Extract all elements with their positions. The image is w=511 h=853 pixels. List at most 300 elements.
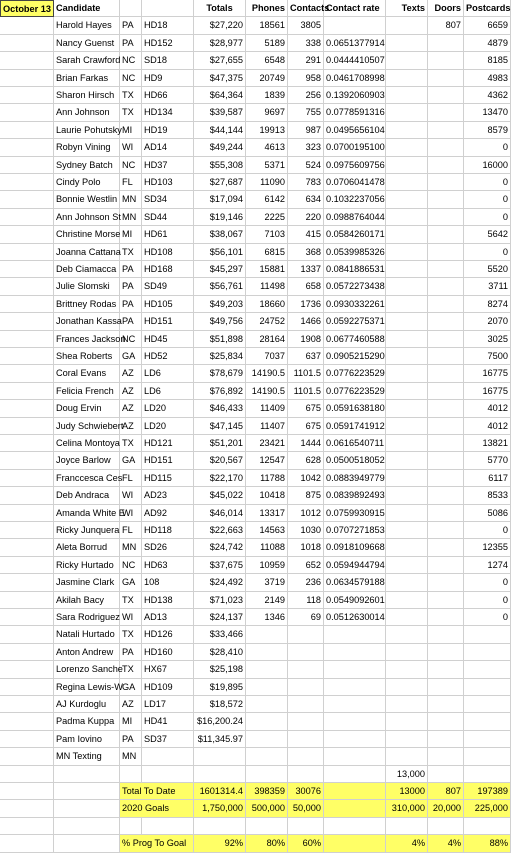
phones-cell[interactable]: 14190.5 [246, 365, 288, 382]
totals-cell[interactable]: $47,375 [194, 70, 246, 87]
row-gutter-cell[interactable] [0, 70, 54, 87]
phones-cell[interactable] [246, 679, 288, 696]
phones-cell[interactable]: 7103 [246, 226, 288, 243]
postcards-cell[interactable]: 0 [464, 209, 511, 226]
doors-cell[interactable] [428, 35, 464, 52]
postcards-cell[interactable]: 0 [464, 174, 511, 191]
candidate-cell[interactable]: Nancy Guenst [54, 35, 120, 52]
postcards-cell[interactable]: 12355 [464, 539, 511, 556]
contact-rate-cell[interactable] [324, 626, 386, 643]
doors-cell[interactable] [428, 209, 464, 226]
postcards-cell[interactable]: 4012 [464, 418, 511, 435]
candidate-cell[interactable]: Julie Slomski [54, 278, 120, 295]
contact-rate-cell[interactable]: 0.0495656104 [324, 122, 386, 139]
state-cell[interactable]: NC [120, 157, 142, 174]
phones-cell[interactable]: 12547 [246, 452, 288, 469]
doors-cell[interactable] [428, 731, 464, 748]
state-cell[interactable]: FL [120, 174, 142, 191]
texts-cell[interactable] [386, 731, 428, 748]
district-cell[interactable]: LD17 [142, 696, 194, 713]
doors-cell[interactable] [428, 244, 464, 261]
contacts-cell[interactable]: 1012 [288, 505, 324, 522]
doors-cell[interactable] [428, 626, 464, 643]
state-cell[interactable]: TX [120, 626, 142, 643]
row-gutter-cell[interactable] [0, 17, 54, 34]
district-cell[interactable]: SD18 [142, 52, 194, 69]
goals-row-label[interactable]: 2020 Goals [120, 800, 194, 817]
doors-cell[interactable] [428, 644, 464, 661]
totals-cell[interactable]: $27,655 [194, 52, 246, 69]
postcards-cell[interactable]: 3711 [464, 278, 511, 295]
state-cell[interactable]: FL [120, 470, 142, 487]
contacts-cell[interactable]: 1444 [288, 435, 324, 452]
postcards-cell[interactable]: 0 [464, 592, 511, 609]
row-gutter-cell[interactable] [0, 418, 54, 435]
district-cell[interactable]: 108 [142, 574, 194, 591]
texts-cell[interactable] [386, 70, 428, 87]
candidate-cell[interactable]: Laurie Pohutsky [54, 122, 120, 139]
doors-cell[interactable] [428, 609, 464, 626]
district-cell[interactable] [142, 748, 194, 765]
state-cell[interactable]: TX [120, 592, 142, 609]
contacts-cell[interactable] [288, 731, 324, 748]
doors-cell[interactable] [428, 261, 464, 278]
contact-rate-cell[interactable]: 0.0930332261 [324, 296, 386, 313]
contact-rate-cell[interactable]: 0.0594944794 [324, 557, 386, 574]
totals-cell[interactable]: $56,101 [194, 244, 246, 261]
progress-row-value[interactable]: 88% [464, 835, 511, 852]
total-to-date-row-value[interactable]: 30076 [288, 783, 324, 800]
candidate-cell[interactable]: Deb Andraca [54, 487, 120, 504]
contact-rate-cell[interactable]: 0.0512630014 [324, 609, 386, 626]
row-gutter-cell[interactable] [0, 191, 54, 208]
doors-cell[interactable] [428, 505, 464, 522]
column-header-6[interactable]: Contact rate [324, 0, 386, 17]
row-gutter-cell[interactable] [0, 574, 54, 591]
doors-cell[interactable] [428, 104, 464, 121]
postcards-cell[interactable] [464, 679, 511, 696]
contact-rate-cell[interactable]: 0.0988764044 [324, 209, 386, 226]
texts-cell[interactable] [386, 609, 428, 626]
contact-rate-cell[interactable] [324, 731, 386, 748]
contacts-cell[interactable] [288, 713, 324, 730]
postcards-cell[interactable]: 4879 [464, 35, 511, 52]
postcards-cell[interactable]: 0 [464, 139, 511, 156]
district-cell[interactable]: LD20 [142, 400, 194, 417]
contacts-cell[interactable]: 628 [288, 452, 324, 469]
texts-cell[interactable] [386, 348, 428, 365]
contacts-cell[interactable]: 652 [288, 557, 324, 574]
phones-cell[interactable] [246, 748, 288, 765]
doors-cell[interactable] [428, 296, 464, 313]
state-cell[interactable]: AZ [120, 400, 142, 417]
phones-cell[interactable] [246, 731, 288, 748]
goals-row-value[interactable]: 1,750,000 [194, 800, 246, 817]
phones-cell[interactable]: 2149 [246, 592, 288, 609]
totals-cell[interactable]: $24,492 [194, 574, 246, 591]
district-cell[interactable]: HD41 [142, 713, 194, 730]
doors-cell[interactable] [428, 679, 464, 696]
district-cell[interactable]: AD13 [142, 609, 194, 626]
contacts-cell[interactable]: 1101.5 [288, 365, 324, 382]
district-cell[interactable]: SD26 [142, 539, 194, 556]
totals-cell[interactable]: $56,761 [194, 278, 246, 295]
postcards-cell[interactable] [464, 626, 511, 643]
state-cell[interactable]: TX [120, 104, 142, 121]
progress-row-value[interactable]: 60% [288, 835, 324, 852]
summary-spacer[interactable] [54, 800, 120, 817]
totals-cell[interactable]: $38,067 [194, 226, 246, 243]
row-gutter-cell[interactable] [0, 644, 54, 661]
contact-rate-cell[interactable]: 0.1392060903 [324, 87, 386, 104]
contacts-cell[interactable] [288, 679, 324, 696]
total-to-date-row-value[interactable]: 398359 [246, 783, 288, 800]
total-to-date-row-value[interactable]: 807 [428, 783, 464, 800]
totals-cell[interactable] [194, 766, 246, 783]
goals-row-value[interactable]: 500,000 [246, 800, 288, 817]
candidate-cell[interactable]: Robyn Vining [54, 139, 120, 156]
candidate-cell[interactable]: Harold Hayes [54, 17, 120, 34]
texts-cell[interactable] [386, 661, 428, 678]
phones-cell[interactable]: 3719 [246, 574, 288, 591]
texts-cell[interactable] [386, 522, 428, 539]
postcards-cell[interactable]: 16775 [464, 365, 511, 382]
postcards-cell[interactable]: 8579 [464, 122, 511, 139]
texts-cell[interactable] [386, 209, 428, 226]
contacts-cell[interactable]: 675 [288, 418, 324, 435]
totals-cell[interactable]: $27,220 [194, 17, 246, 34]
texts-cell[interactable] [386, 365, 428, 382]
postcards-cell[interactable]: 0 [464, 244, 511, 261]
column-header-9[interactable]: Postcards [464, 0, 511, 17]
column-header-5[interactable]: Contacts [288, 0, 324, 17]
contact-rate-cell[interactable]: 0.0500518052 [324, 452, 386, 469]
totals-cell[interactable]: $19,146 [194, 209, 246, 226]
candidate-cell[interactable]: Anton Andrew [54, 644, 120, 661]
district-cell[interactable]: HD152 [142, 35, 194, 52]
state-cell[interactable]: NC [120, 557, 142, 574]
totals-cell[interactable]: $71,023 [194, 592, 246, 609]
postcards-cell[interactable]: 4362 [464, 87, 511, 104]
texts-cell[interactable] [386, 17, 428, 34]
doors-cell[interactable] [428, 452, 464, 469]
contact-rate-cell[interactable]: 0.0776223529 [324, 365, 386, 382]
candidate-cell[interactable]: Joyce Barlow [54, 452, 120, 469]
texts-cell[interactable] [386, 261, 428, 278]
phones-cell[interactable]: 10418 [246, 487, 288, 504]
row-gutter-cell[interactable] [0, 835, 54, 852]
state-cell[interactable]: NC [120, 52, 142, 69]
totals-cell[interactable]: $78,679 [194, 365, 246, 382]
state-cell[interactable]: WI [120, 505, 142, 522]
contact-rate-cell[interactable] [324, 17, 386, 34]
state-cell[interactable] [120, 766, 142, 783]
contacts-cell[interactable]: 634 [288, 191, 324, 208]
candidate-cell[interactable]: Natali Hurtado [54, 626, 120, 643]
postcards-cell[interactable]: 7500 [464, 348, 511, 365]
doors-cell[interactable] [428, 331, 464, 348]
row-gutter-cell[interactable] [0, 731, 54, 748]
texts-cell[interactable] [386, 383, 428, 400]
texts-cell[interactable] [386, 592, 428, 609]
doors-cell[interactable] [428, 278, 464, 295]
candidate-cell[interactable]: AJ Kurdoglu [54, 696, 120, 713]
doors-cell[interactable] [428, 122, 464, 139]
candidate-cell[interactable]: Celina Montoya [54, 435, 120, 452]
district-cell[interactable]: SD49 [142, 278, 194, 295]
row-gutter-cell[interactable] [0, 348, 54, 365]
candidate-cell[interactable]: Felicia French [54, 383, 120, 400]
phones-cell[interactable]: 11788 [246, 470, 288, 487]
contact-rate-cell[interactable]: 0.0905215290 [324, 348, 386, 365]
progress-row-value[interactable]: 4% [386, 835, 428, 852]
candidate-cell[interactable]: Ricky Hurtado [54, 557, 120, 574]
state-cell[interactable]: MN [120, 539, 142, 556]
texts-cell[interactable] [386, 748, 428, 765]
postcards-cell[interactable]: 0 [464, 574, 511, 591]
postcards-cell[interactable] [464, 731, 511, 748]
column-header-1[interactable] [120, 0, 142, 17]
state-cell[interactable]: TX [120, 244, 142, 261]
state-cell[interactable]: TX [120, 87, 142, 104]
postcards-cell[interactable]: 13821 [464, 435, 511, 452]
phones-cell[interactable]: 11498 [246, 278, 288, 295]
contacts-cell[interactable]: 987 [288, 122, 324, 139]
column-header-3[interactable]: Totals [194, 0, 246, 17]
contact-rate-cell[interactable]: 0.0444410507 [324, 52, 386, 69]
doors-cell[interactable] [428, 766, 464, 783]
postcards-cell[interactable]: 6659 [464, 17, 511, 34]
column-header-8[interactable]: Doors [428, 0, 464, 17]
totals-cell[interactable]: $28,977 [194, 35, 246, 52]
district-cell[interactable]: HD63 [142, 557, 194, 574]
totals-cell[interactable]: $20,567 [194, 452, 246, 469]
totals-cell[interactable]: $27,687 [194, 174, 246, 191]
postcards-cell[interactable]: 0 [464, 609, 511, 626]
candidate-cell[interactable]: Sara Rodriguez [54, 609, 120, 626]
contacts-cell[interactable]: 1736 [288, 296, 324, 313]
contact-rate-cell[interactable]: 0.1032237056 [324, 191, 386, 208]
district-cell[interactable]: HD105 [142, 296, 194, 313]
district-cell[interactable]: LD6 [142, 365, 194, 382]
texts-cell[interactable] [386, 696, 428, 713]
phones-cell[interactable] [246, 661, 288, 678]
contacts-cell[interactable]: 236 [288, 574, 324, 591]
candidate-cell[interactable] [54, 766, 120, 783]
contacts-cell[interactable]: 675 [288, 400, 324, 417]
district-cell[interactable]: SD44 [142, 209, 194, 226]
contact-rate-cell[interactable] [324, 644, 386, 661]
contact-rate-cell[interactable]: 0.0591638180 [324, 400, 386, 417]
row-gutter-cell[interactable] [0, 800, 54, 817]
contacts-cell[interactable]: 3805 [288, 17, 324, 34]
texts-cell[interactable] [386, 400, 428, 417]
row-gutter-cell[interactable] [0, 104, 54, 121]
candidate-cell[interactable]: Deb Ciamacca [54, 261, 120, 278]
phones-cell[interactable] [246, 696, 288, 713]
texts-cell[interactable] [386, 52, 428, 69]
contacts-cell[interactable] [288, 626, 324, 643]
phones-cell[interactable]: 5189 [246, 35, 288, 52]
contacts-cell[interactable]: 1042 [288, 470, 324, 487]
texts-cell[interactable] [386, 191, 428, 208]
texts-cell[interactable] [386, 435, 428, 452]
candidate-cell[interactable]: Judy Schwiebert [54, 418, 120, 435]
phones-cell[interactable]: 6548 [246, 52, 288, 69]
row-gutter-cell[interactable] [0, 661, 54, 678]
contact-rate-cell[interactable]: 0.0584260171 [324, 226, 386, 243]
contacts-cell[interactable]: 637 [288, 348, 324, 365]
texts-cell[interactable] [386, 713, 428, 730]
contact-rate-cell[interactable]: 0.0841886531 [324, 261, 386, 278]
texts-cell[interactable] [386, 418, 428, 435]
row-gutter-cell[interactable] [0, 278, 54, 295]
doors-cell[interactable] [428, 87, 464, 104]
postcards-cell[interactable]: 5642 [464, 226, 511, 243]
postcards-cell[interactable]: 0 [464, 522, 511, 539]
totals-cell[interactable]: $46,433 [194, 400, 246, 417]
contacts-cell[interactable] [288, 644, 324, 661]
contacts-cell[interactable]: 1018 [288, 539, 324, 556]
row-gutter-cell[interactable] [0, 261, 54, 278]
contact-rate-cell[interactable] [324, 679, 386, 696]
district-cell[interactable]: HD103 [142, 174, 194, 191]
totals-cell[interactable]: $45,022 [194, 487, 246, 504]
totals-cell[interactable]: $46,014 [194, 505, 246, 522]
contacts-cell[interactable]: 323 [288, 139, 324, 156]
row-gutter-cell[interactable] [0, 696, 54, 713]
texts-cell[interactable] [386, 296, 428, 313]
phones-cell[interactable]: 13317 [246, 505, 288, 522]
state-cell[interactable]: GA [120, 574, 142, 591]
candidate-cell[interactable]: Ricky Junquera [54, 522, 120, 539]
texts-cell[interactable] [386, 505, 428, 522]
phones-cell[interactable]: 2225 [246, 209, 288, 226]
candidate-cell[interactable]: Shea Roberts [54, 348, 120, 365]
progress-row-value[interactable]: 92% [194, 835, 246, 852]
doors-cell[interactable] [428, 522, 464, 539]
goals-row-value[interactable]: 50,000 [288, 800, 324, 817]
phones-cell[interactable]: 14190.5 [246, 383, 288, 400]
contacts-cell[interactable]: 783 [288, 174, 324, 191]
texts-cell[interactable] [386, 574, 428, 591]
texts-cell[interactable] [386, 331, 428, 348]
texts-cell[interactable] [386, 557, 428, 574]
contact-rate-cell[interactable] [324, 713, 386, 730]
texts-cell[interactable] [386, 679, 428, 696]
doors-cell[interactable] [428, 435, 464, 452]
totals-cell[interactable]: $47,145 [194, 418, 246, 435]
doors-cell[interactable] [428, 400, 464, 417]
state-cell[interactable]: WI [120, 487, 142, 504]
doors-cell[interactable] [428, 139, 464, 156]
column-header-2[interactable] [142, 0, 194, 17]
state-cell[interactable]: PA [120, 313, 142, 330]
contacts-cell[interactable] [288, 696, 324, 713]
texts-cell[interactable] [386, 487, 428, 504]
row-gutter-cell[interactable] [0, 122, 54, 139]
phones-cell[interactable]: 11409 [246, 400, 288, 417]
contacts-cell[interactable]: 1908 [288, 331, 324, 348]
totals-cell[interactable]: $11,345.97 [194, 731, 246, 748]
column-header-0[interactable]: Candidate [54, 0, 120, 17]
doors-cell[interactable] [428, 713, 464, 730]
district-cell[interactable]: HD66 [142, 87, 194, 104]
contact-rate-cell[interactable]: 0.0776223529 [324, 383, 386, 400]
contact-rate-cell[interactable]: 0.0918109668 [324, 539, 386, 556]
postcards-cell[interactable] [464, 748, 511, 765]
candidate-cell[interactable]: Ann Johnson [54, 104, 120, 121]
texts-cell[interactable] [386, 174, 428, 191]
row-gutter-cell[interactable] [0, 505, 54, 522]
totals-cell[interactable]: $39,587 [194, 104, 246, 121]
row-gutter-cell[interactable] [0, 592, 54, 609]
contacts-cell[interactable]: 1030 [288, 522, 324, 539]
contacts-cell[interactable]: 338 [288, 35, 324, 52]
contacts-cell[interactable]: 958 [288, 70, 324, 87]
phones-cell[interactable]: 5371 [246, 157, 288, 174]
totals-cell[interactable]: $25,834 [194, 348, 246, 365]
row-gutter-cell[interactable] [0, 626, 54, 643]
phones-cell[interactable]: 19913 [246, 122, 288, 139]
state-cell[interactable]: NC [120, 331, 142, 348]
district-cell[interactable]: HD160 [142, 644, 194, 661]
row-gutter-cell[interactable] [0, 52, 54, 69]
contact-rate-cell[interactable]: 0.0572273438 [324, 278, 386, 295]
contact-rate-cell[interactable]: 0.0975609756 [324, 157, 386, 174]
candidate-cell[interactable]: Joanna Cattana [54, 244, 120, 261]
contacts-cell[interactable] [288, 748, 324, 765]
state-cell[interactable]: PA [120, 278, 142, 295]
district-cell[interactable]: HD52 [142, 348, 194, 365]
contact-rate-cell[interactable]: 0.0461708998 [324, 70, 386, 87]
contacts-cell[interactable]: 291 [288, 52, 324, 69]
candidate-cell[interactable]: Franccesca Ces [54, 470, 120, 487]
column-header-4[interactable]: Phones [246, 0, 288, 17]
state-cell[interactable]: NC [120, 70, 142, 87]
postcards-cell[interactable] [464, 696, 511, 713]
state-cell[interactable]: MI [120, 713, 142, 730]
state-cell[interactable]: WI [120, 609, 142, 626]
phones-cell[interactable]: 28164 [246, 331, 288, 348]
candidate-cell[interactable]: Aleta Borrud [54, 539, 120, 556]
state-cell[interactable]: PA [120, 17, 142, 34]
texts-cell[interactable] [386, 139, 428, 156]
row-gutter-cell[interactable] [0, 713, 54, 730]
district-cell[interactable]: HD134 [142, 104, 194, 121]
district-cell[interactable]: HD109 [142, 679, 194, 696]
state-cell[interactable]: FL [120, 522, 142, 539]
row-gutter-cell[interactable] [0, 679, 54, 696]
goals-row-value[interactable]: 310,000 [386, 800, 428, 817]
state-cell[interactable]: PA [120, 296, 142, 313]
row-gutter-cell[interactable] [0, 209, 54, 226]
candidate-cell[interactable]: Regina Lewis-W [54, 679, 120, 696]
doors-cell[interactable] [428, 226, 464, 243]
candidate-cell[interactable]: Brian Farkas [54, 70, 120, 87]
candidate-cell[interactable]: Padma Kuppa [54, 713, 120, 730]
state-cell[interactable]: GA [120, 679, 142, 696]
doors-cell[interactable] [428, 313, 464, 330]
postcards-cell[interactable]: 8533 [464, 487, 511, 504]
texts-cell[interactable] [386, 278, 428, 295]
goals-row-value[interactable]: 20,000 [428, 800, 464, 817]
totals-cell[interactable]: $76,892 [194, 383, 246, 400]
totals-cell[interactable]: $24,137 [194, 609, 246, 626]
totals-cell[interactable]: $64,364 [194, 87, 246, 104]
row-gutter-cell[interactable] [0, 522, 54, 539]
contacts-cell[interactable]: 524 [288, 157, 324, 174]
